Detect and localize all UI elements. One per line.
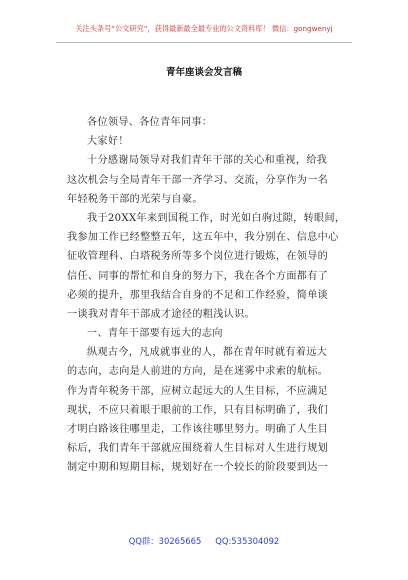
header-banner: 关注头条号“公文研究”，获得最新最全最专业的公文资料库！ 微信：gongwenyj — [75, 24, 333, 33]
body-line: 现状，不应只着眼于眼前的工作，只有目标明确了，我们 — [67, 404, 329, 416]
body-line: 这次机会与全局青年干部一齐学习、交流，分享作为一名 — [67, 174, 329, 186]
document-title: 青年座谈会发言稿 — [165, 67, 242, 78]
document-body — [67, 113, 357, 478]
body-line: 征收管理科、白塔税务所等多个岗位进行锻炼，在领导的 — [67, 251, 329, 263]
body-line: 标后，我们青年干部就应围绕着人生目标对人生进行规划 — [67, 443, 329, 455]
body-line: 年轻税务干部的光荣与自豪。 — [67, 193, 203, 205]
body-line: 才明白路该往哪里走，工作该往哪里努力。明确了人生目 — [67, 424, 329, 435]
body-line: 作为青年税务干部，应树立起远大的人生目标，不应满足 — [67, 385, 329, 397]
salutation-line: 各位领导、各位青年同事： — [87, 117, 213, 128]
footer-contact — [0, 535, 408, 547]
header-divider — [56, 42, 352, 43]
body-line: 纵观古今，凡成就事业的人，都在青年时就有着远大 — [87, 347, 328, 359]
footer-qq-group: QQ群：30265665 — [128, 536, 202, 546]
body-line: 的志向，志向是人前进的方向，是在迷雾中求索的航标。 — [67, 366, 329, 378]
body-line: 必须的提升，那里我结合自身的不足和工作经验，简单谈 — [67, 289, 329, 301]
body-line: 信任、同事的帮忙和自身的努力下，我在各个方面都有了 — [67, 270, 329, 282]
footer-qq: QQ:535304092 — [215, 536, 280, 546]
greeting-line: 大家好！ — [87, 136, 129, 148]
body-line: 我于20XX年来到国税工作，时光如白驹过隙，转眼间， — [87, 212, 346, 224]
body-line: 一谈我对青年干部成才途径的粗浅认识。 — [67, 308, 255, 320]
body-line: 十分感谢局领导对我们青年干部的关心和重视，给我 — [87, 155, 328, 167]
body-line: 制定中期和短期目标，规划好在一个较长的阶段要到达一 — [67, 462, 329, 474]
body-line: 我参加工作已经整整五年，这五年中，我分别在、信息中心 — [67, 232, 339, 244]
section-heading: 一、青年干部要有远大的志向 — [87, 328, 223, 340]
